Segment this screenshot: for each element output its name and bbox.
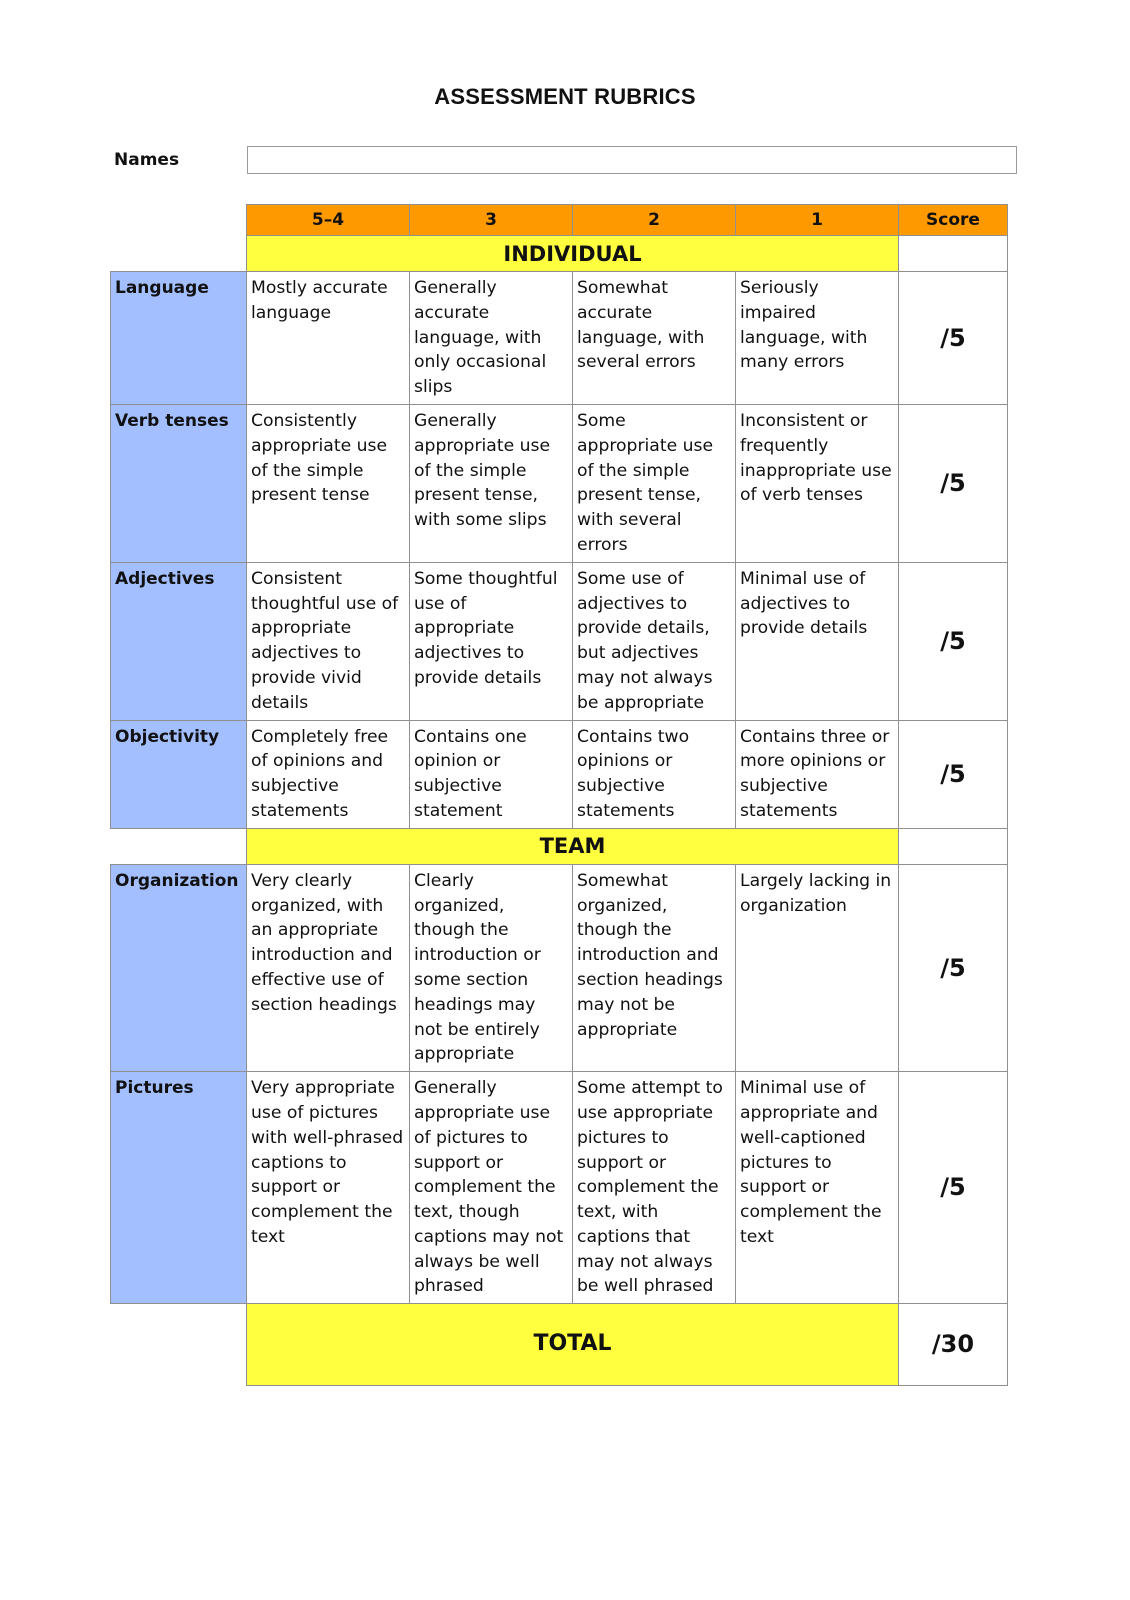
descriptor-pictures-5-4: Very appropriate use of pictures with well-phrased captions to support or complement the text	[247, 1072, 410, 1304]
descriptor-verb-tenses-3: Generally appropriate use of the simple present tense, with some slips	[410, 404, 573, 562]
criterion-adjectives: Adjectives	[111, 562, 247, 720]
descriptor-language-3: Generally accurate language, with only occasional slips	[410, 272, 573, 405]
score-header: Score	[899, 205, 1008, 236]
level-header-3: 3	[410, 205, 573, 236]
descriptor-objectivity-3: Contains one opinion or subjective statement	[410, 720, 573, 828]
total-score[interactable]: /30	[899, 1304, 1008, 1386]
rubric-table	[110, 204, 1008, 1386]
criterion-objectivity: Objectivity	[111, 720, 247, 828]
score-organization[interactable]: /5	[899, 864, 1008, 1071]
section-heading-team: TEAM	[247, 828, 899, 864]
criterion-pictures: Pictures	[111, 1072, 247, 1304]
criterion-verb-tenses: Verb tenses	[111, 404, 247, 562]
level-header-5-4: 5–4	[247, 205, 410, 236]
descriptor-verb-tenses-5-4: Consistently appropriate use of the simple present tense	[247, 404, 410, 562]
total-row	[111, 1304, 1008, 1386]
descriptor-adjectives-2: Some use of adjectives to provide details, but adjectives may not always be appropriate	[573, 562, 736, 720]
level-header-2: 2	[573, 205, 736, 236]
level-header-row	[111, 205, 1008, 236]
descriptor-language-1: Seriously impaired language, with many errors	[736, 272, 899, 405]
score-objectivity[interactable]: /5	[899, 720, 1008, 828]
descriptor-objectivity-1: Contains three or more opinions or subjective statements	[736, 720, 899, 828]
descriptor-organization-3: Clearly organized, though the introduction or some section headings may not be entirely appropriate	[410, 864, 573, 1071]
descriptor-pictures-1: Minimal use of appropriate and well-captioned pictures to support or complement the text	[736, 1072, 899, 1304]
descriptor-objectivity-2: Contains two opinions or subjective statements	[573, 720, 736, 828]
criterion-row-pictures	[111, 1072, 1008, 1304]
descriptor-pictures-2: Some attempt to use appropriate pictures to support or complement the text, with captions that may not always be well phrased	[573, 1072, 736, 1304]
names-label: Names	[114, 150, 180, 170]
descriptor-pictures-3: Generally appropriate use of pictures to support or complement the text, though captions may not always be well phrased	[410, 1072, 573, 1304]
names-input[interactable]	[247, 146, 1017, 174]
criterion-language: Language	[111, 272, 247, 405]
descriptor-language-5-4: Mostly accurate language	[247, 272, 410, 405]
criterion-row-language	[111, 272, 1008, 405]
header-blank	[111, 205, 247, 236]
score-adjectives[interactable]: /5	[899, 562, 1008, 720]
descriptor-organization-2: Somewhat organized, though the introduction and section headings may not be appropriate	[573, 864, 736, 1071]
descriptor-adjectives-1: Minimal use of adjectives to provide details	[736, 562, 899, 720]
total-label: TOTAL	[247, 1304, 899, 1386]
descriptor-objectivity-5-4: Completely free of opinions and subjective statements	[247, 720, 410, 828]
score-pictures[interactable]: /5	[899, 1072, 1008, 1304]
section-row-individual	[111, 236, 1008, 272]
descriptor-adjectives-5-4: Consistent thoughtful use of appropriate adjectives to provide vivid details	[247, 562, 410, 720]
descriptor-organization-1: Largely lacking in organization	[736, 864, 899, 1071]
criterion-row-adjectives	[111, 562, 1008, 720]
criterion-row-verb-tenses	[111, 404, 1008, 562]
descriptor-language-2: Somewhat accurate language, with several errors	[573, 272, 736, 405]
section-heading-individual: INDIVIDUAL	[247, 236, 899, 272]
section-row-team	[111, 828, 1008, 864]
descriptor-verb-tenses-2: Some appropriate use of the simple present tense, with several errors	[573, 404, 736, 562]
descriptor-verb-tenses-1: Inconsistent or frequently inappropriate use of verb tenses	[736, 404, 899, 562]
score-language[interactable]: /5	[899, 272, 1008, 405]
level-header-1: 1	[736, 205, 899, 236]
descriptor-organization-5-4: Very clearly organized, with an appropriate introduction and effective use of section headings	[247, 864, 410, 1071]
criterion-organization: Organization	[111, 864, 247, 1071]
criterion-row-objectivity	[111, 720, 1008, 828]
descriptor-adjectives-3: Some thoughtful use of appropriate adjectives to provide details	[410, 562, 573, 720]
score-verb-tenses[interactable]: /5	[899, 404, 1008, 562]
page-title: ASSESSMENT RUBRICS	[434, 84, 696, 109]
criterion-row-organization	[111, 864, 1008, 1071]
